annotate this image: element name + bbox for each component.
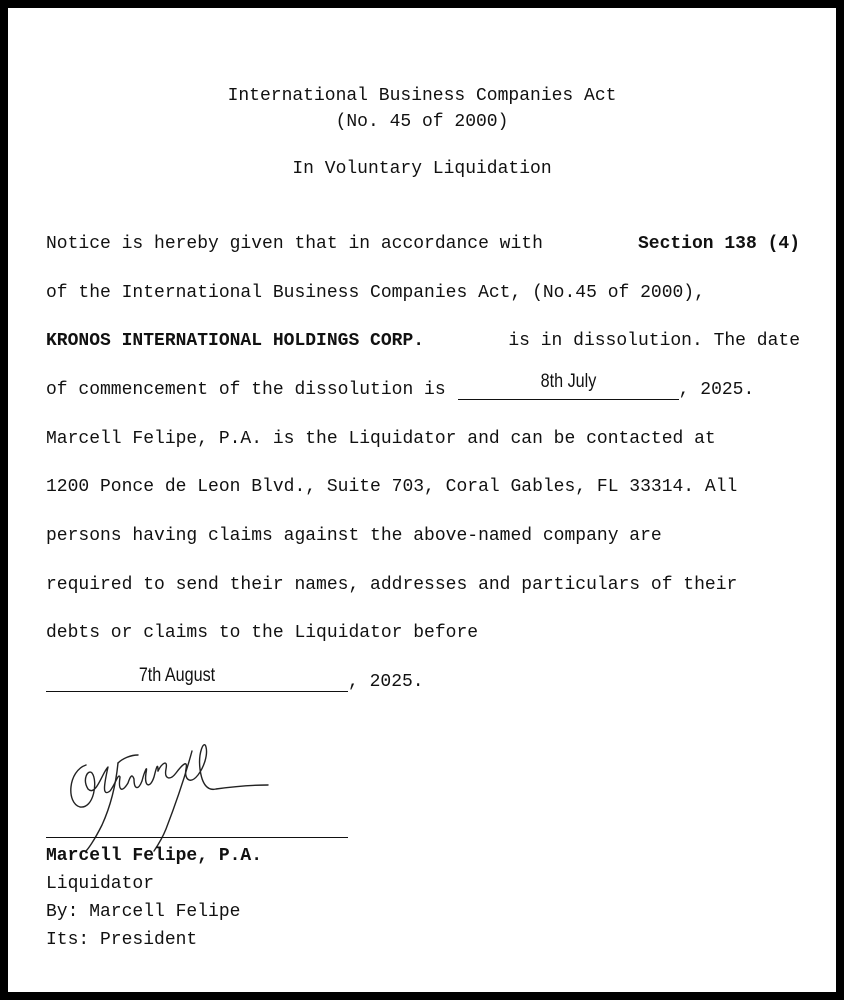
commencement-date: 8th July — [540, 371, 596, 392]
notice-text: 1200 Ponce de Leon Blvd., Suite 703, Coral Gables, FL 33314. All — [46, 477, 738, 497]
notice-line-4 — [46, 371, 800, 401]
claims-date-field — [46, 665, 348, 692]
notice-line-5 — [46, 428, 800, 450]
notice-line-7 — [46, 525, 800, 547]
notice-text: of commencement of the dissolution is — [46, 380, 446, 400]
notice-line-6 — [46, 476, 800, 498]
notice-text: Marcell Felipe, P.A. is the Liquidator and can be contacted at — [46, 429, 716, 449]
claims-date: 7th August — [138, 665, 216, 686]
act-title: International Business Companies Act — [227, 86, 617, 106]
notice-line-1 — [46, 233, 800, 255]
notice-line-2 — [46, 282, 800, 304]
notice-text: Notice is hereby given that in accordance with — [46, 234, 543, 254]
signature-line — [46, 837, 348, 838]
signatory-by: By: Marcell Felipe — [46, 902, 241, 922]
section-reference: Section 138 (4) — [637, 234, 800, 254]
notice-text: is in dissolution. The date — [508, 331, 800, 351]
notice-line-9 — [46, 622, 800, 644]
notice-text: of the International Business Companies Act, (No.45 of 2000), — [46, 283, 705, 303]
notice-text: debts or claims to the Liquidator before — [46, 623, 479, 643]
commencement-date-field — [458, 371, 679, 400]
signature-image — [58, 733, 298, 853]
notice-text: persons having claims against the above-named company are — [46, 526, 662, 546]
notice-line-8 — [46, 574, 800, 596]
notice-text: , 2025. — [678, 380, 755, 400]
notice-page — [8, 8, 836, 992]
signatory-name: Marcell Felipe, P.A. — [46, 846, 263, 866]
notice-text: required to send their names, addresses and particulars of their — [46, 575, 738, 595]
notice-text: , 2025. — [348, 672, 424, 692]
notice-line-3 — [46, 330, 800, 352]
signatory-title: Its: President — [46, 930, 198, 950]
notice-line-10 — [46, 665, 800, 693]
liquidation-heading: In Voluntary Liquidation — [292, 159, 552, 179]
act-number: (No. 45 of 2000) — [335, 112, 509, 132]
signatory-role: Liquidator — [46, 874, 155, 894]
company-name: KRONOS INTERNATIONAL HOLDINGS CORP. — [46, 331, 425, 351]
